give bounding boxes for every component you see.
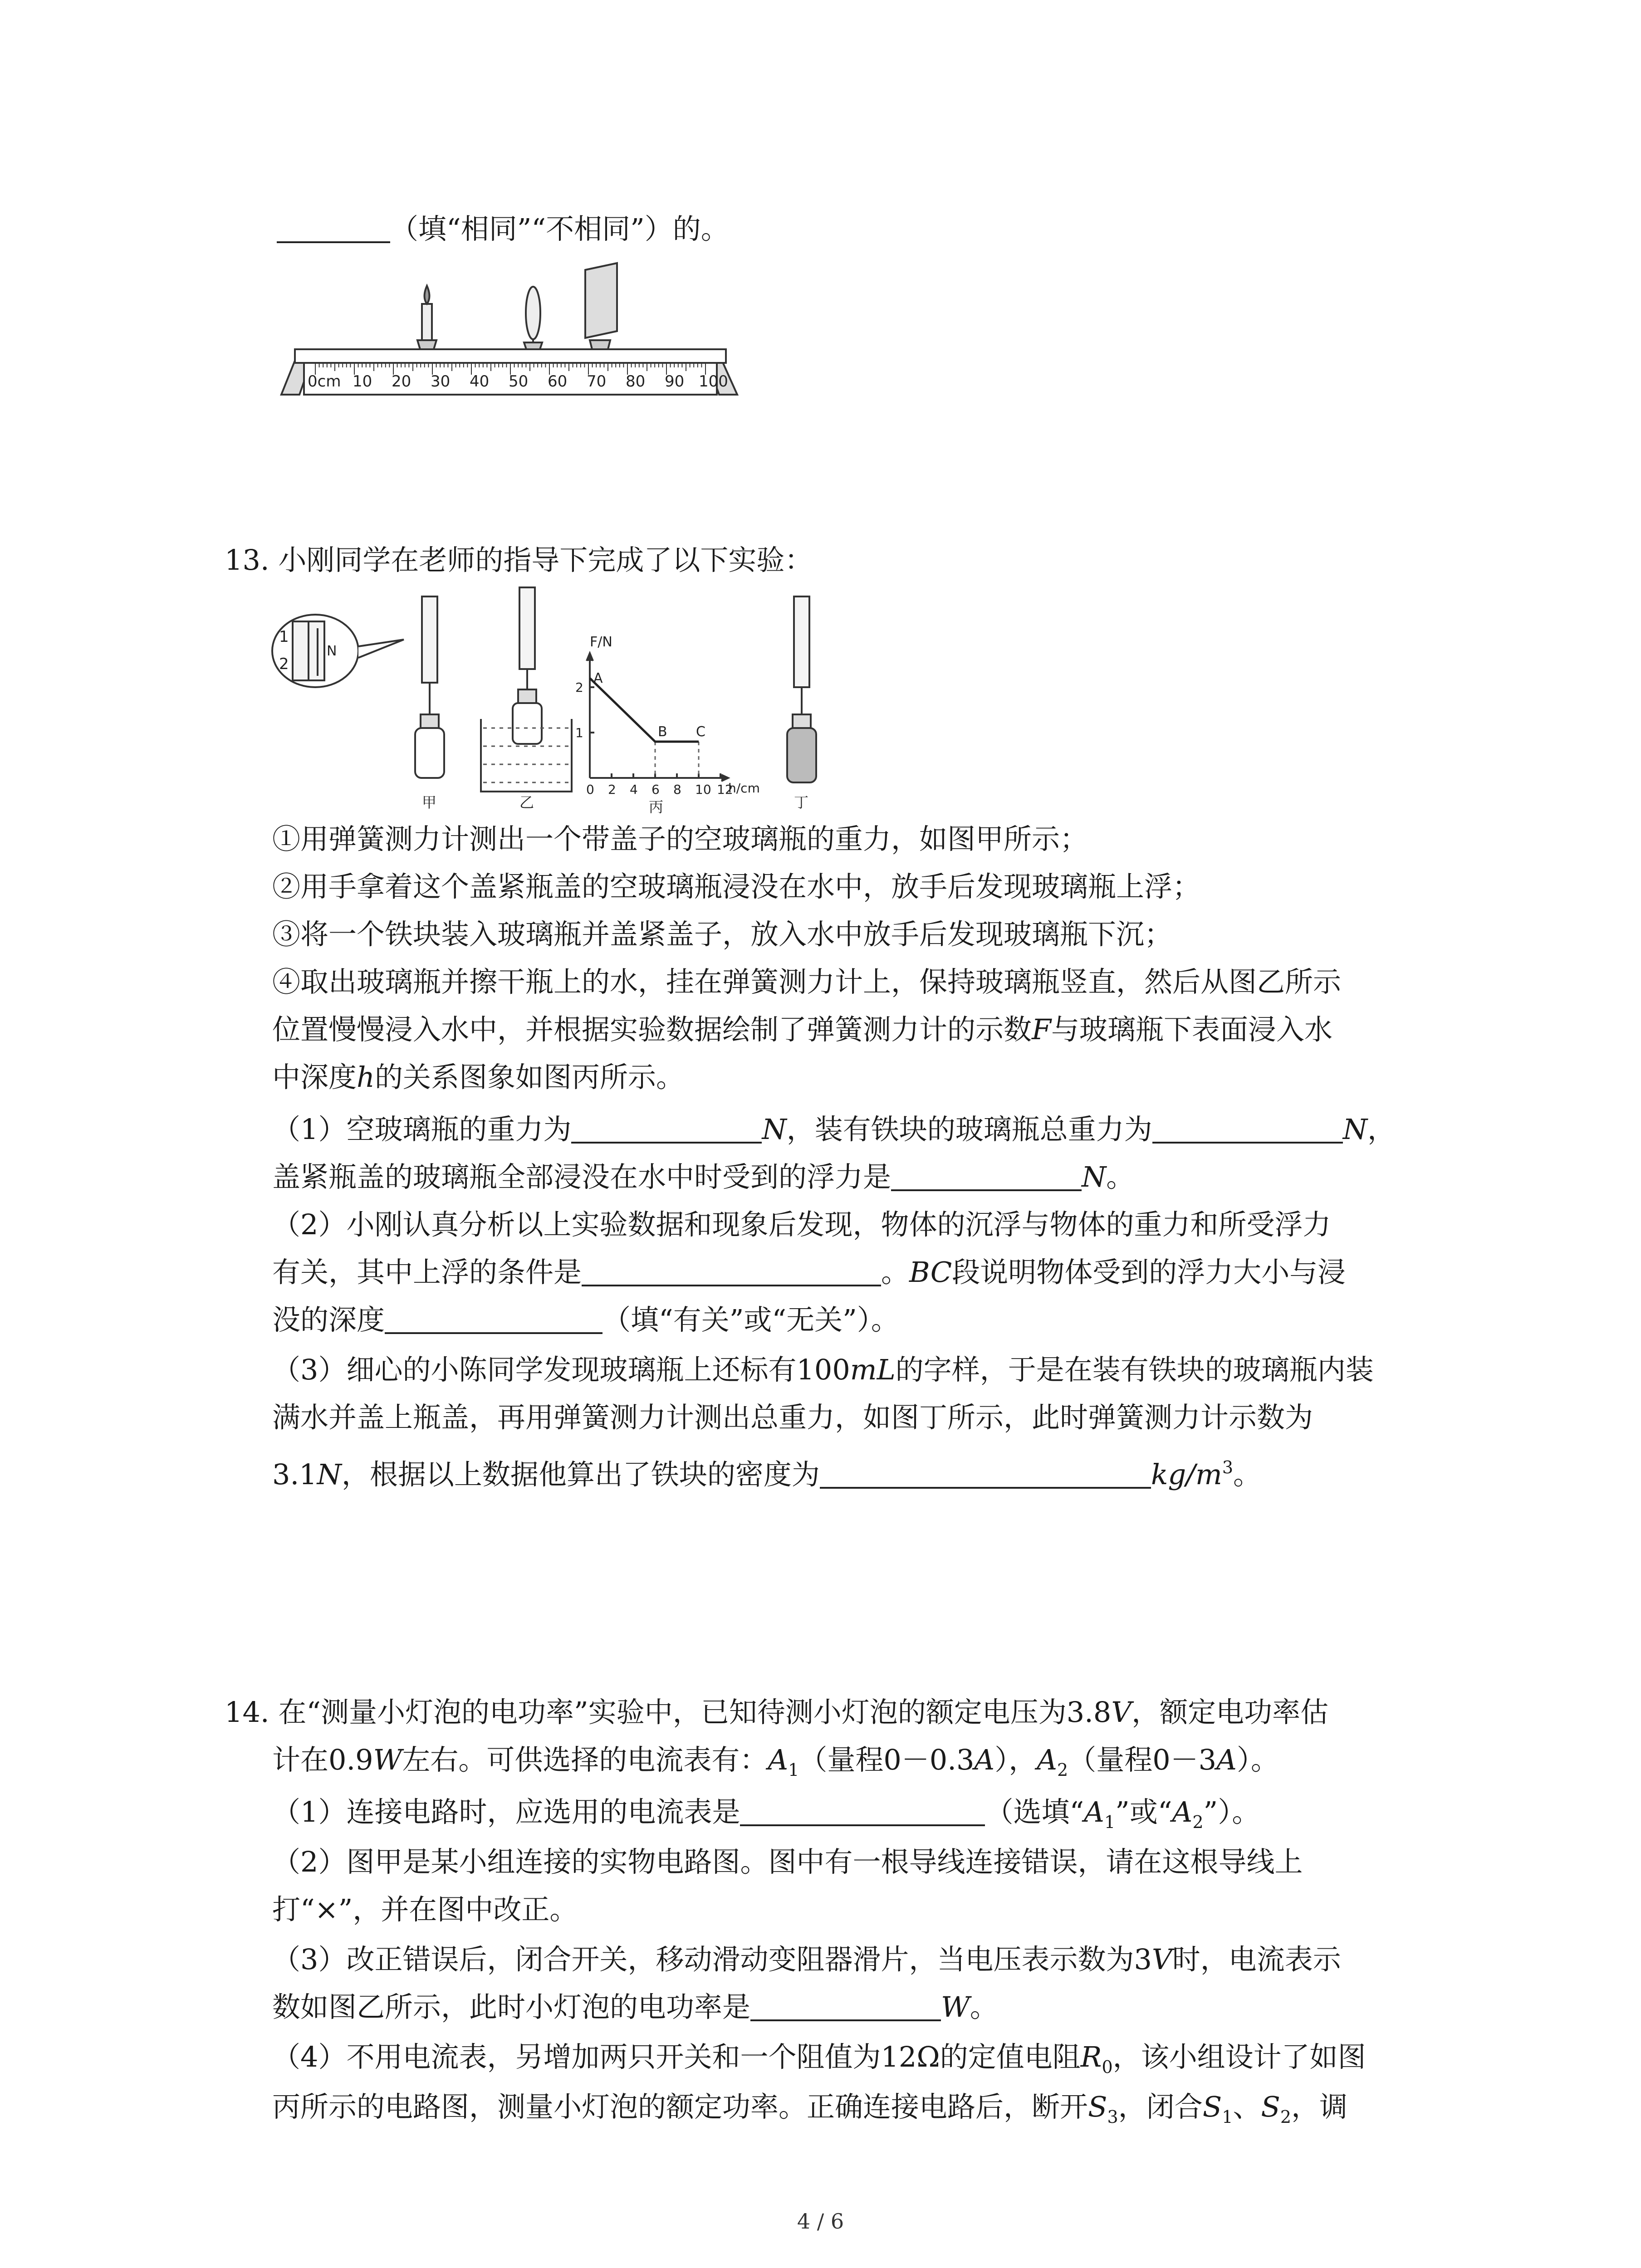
ruler-label-30: 30 — [431, 372, 451, 391]
answer-blank-ammeter[interactable] — [740, 1797, 985, 1826]
ruler-label-40: 40 — [470, 372, 490, 391]
q14-part4-line2: 丙所示的电路图，测量小灯泡的额定功率。正确连接电路后，断开$S_3$，闭合$S_1$、$S_2$，调 — [272, 2090, 1348, 2127]
q13-step-2: ②用手拿着这个盖紧瓶盖的空玻璃瓶浸没在水中，放手后发现玻璃瓶上浮； — [272, 870, 1201, 903]
q13-number: 13. — [225, 543, 269, 577]
ruler-label-90: 90 — [665, 372, 685, 391]
ruler-label-0cm: 0cm — [308, 372, 341, 391]
q14-line1: 14. 在“测量小灯泡的电功率”实验中，已知待测小灯泡的额定电压为3.8V，额定电功率估 — [225, 1696, 1329, 1729]
q14-line2: 计在0.9W左右。可供选择的电流表有：$A_1$（量程0－0.3A），$A_2$（量程0－3A）。 — [272, 1743, 1279, 1780]
chart-ytick-2: 2 — [575, 680, 583, 695]
chart-xlabel: h/cm — [728, 781, 760, 796]
answer-blank[interactable] — [277, 214, 390, 243]
gauge-label-n: N — [327, 643, 337, 659]
fig-label-bing: 丙 — [649, 798, 664, 816]
ruler-label-50: 50 — [509, 372, 529, 391]
ruler-label-80: 80 — [626, 372, 646, 391]
q12-tail-text: （填“相同”“不相同”）的。 — [390, 212, 729, 245]
q13-step-4-line2: 位置慢慢浸入水中，并根据实验数据绘制了弹簧测力计的示数F与玻璃瓶下表面浸入水 — [272, 1013, 1333, 1046]
q13-part2-line3: 没的深度 （填“有关”或“无关”）。 — [272, 1303, 899, 1336]
ruler-label-70: 70 — [587, 372, 607, 391]
gauge-label-2: 2 — [279, 655, 289, 673]
q13-part1-line2: 盖紧瓶盖的玻璃瓶全部浸没在水中时受到的浮力是 N。 — [272, 1160, 1135, 1193]
chart-point-a: A — [593, 670, 603, 686]
var-h: h — [357, 1061, 375, 1094]
q13-part3-line3: 3.1N，根据以上数据他算出了铁块的密度为 $kg/m^3$。 — [272, 1457, 1262, 1491]
q13-title — [225, 542, 813, 578]
fig-label-jia: 甲 — [422, 794, 437, 811]
q14-part4-line1: （4）不用电流表，另增加两只开关和一个阻值为12Ω的定值电阻$R_0$，该小组设计了如图 — [272, 2040, 1366, 2077]
chart-xtick-0: 0 — [586, 782, 594, 797]
q13-step-3: ③将一个铁块装入玻璃瓶并盖紧盖子，放入水中放手后发现玻璃瓶下沉； — [272, 918, 1173, 951]
page-number: 4 / 6 — [797, 2209, 844, 2234]
chart-xtick-2: 2 — [608, 782, 616, 797]
answer-blank-float-condition[interactable] — [582, 1257, 881, 1286]
q14-part2-line2: 打“×”，并在图中改正。 — [272, 1893, 578, 1926]
chart-xtick-4: 4 — [630, 782, 638, 797]
gauge-label-1: 1 — [279, 628, 289, 646]
chart-xtick-12: 12 — [717, 782, 733, 797]
spring-scale-figures — [272, 578, 862, 814]
answer-blank-power[interactable] — [750, 1992, 941, 2021]
q13-part2-line1: （2）小刚认真分析以上实验数据和现象后发现，物体的沉浮与物体的重力和所受浮力 — [272, 1208, 1331, 1241]
q13-part3-line1: （3）细心的小陈同学发现玻璃瓶上还标有100mL的字样，于是在装有铁块的玻璃瓶内装 — [272, 1353, 1374, 1386]
chart-xtick-8: 8 — [673, 782, 681, 797]
q13-part2-line2: 有关，其中上浮的条件是 。BC段说明物体受到的浮力大小与浸 — [272, 1256, 1346, 1289]
q13-intro: 小刚同学在老师的指导下完成了以下实验： — [278, 543, 813, 577]
q13-part1-line1: （1）空玻璃瓶的重力为 N，装有铁块的玻璃瓶总重力为 N， — [272, 1113, 1396, 1146]
ruler-label-100: 100 — [699, 372, 728, 391]
chart-ytick-1: 1 — [575, 725, 583, 740]
force-depth-line — [590, 678, 699, 742]
q14-part1: （1）连接电路时，应选用的电流表是 （选填“$A_1$”或“$A_2$”）。 — [272, 1795, 1260, 1832]
answer-blank-total-weight[interactable] — [1152, 1114, 1343, 1144]
optical-bench-figure — [272, 259, 749, 413]
chart-ylabel: F/N — [590, 634, 612, 650]
chart-xtick-6: 6 — [652, 782, 660, 797]
q14-part3-line2: 数如图乙所示，此时小灯泡的电功率是 W。 — [272, 1990, 998, 2024]
ruler-label-60: 60 — [548, 372, 568, 391]
answer-blank-depth-relation[interactable] — [385, 1305, 603, 1334]
q14-part2-line1: （2）图甲是某小组连接的实物电路图。图中有一根导线连接错误，请在这根导线上 — [272, 1845, 1303, 1878]
fig-label-ding: 丁 — [794, 794, 809, 811]
q13-step-1: ①用弹簧测力计测出一个带盖子的空玻璃瓶的重力，如图甲所示； — [272, 822, 1088, 855]
chart-xtick-10: 10 — [695, 782, 711, 797]
fig-label-yi: 乙 — [519, 794, 534, 811]
chart-point-c: C — [696, 724, 705, 740]
q13-part3-line2: 满水并盖上瓶盖，再用弹簧测力计测出总重力，如图丁所示，此时弹簧测力计示数为 — [272, 1401, 1313, 1434]
q13-step-4-line3: 中深度h的关系图象如图丙所示。 — [272, 1061, 684, 1094]
q14-part3-line1: （3）改正错误后，闭合开关，移动滑动变阻器滑片，当电压表示数为3V时，电流表示 — [272, 1943, 1341, 1976]
chart-point-b: B — [658, 724, 667, 740]
answer-blank-empty-weight[interactable] — [571, 1114, 762, 1144]
answer-blank-density[interactable] — [820, 1460, 1151, 1489]
q13-step-4: ④取出玻璃瓶并擦干瓶上的水，挂在弹簧测力计上，保持玻璃瓶竖直，然后从图乙所示 — [272, 965, 1342, 998]
answer-blank-buoyancy[interactable] — [891, 1162, 1082, 1191]
q12-tail-line — [277, 211, 729, 247]
ruler-label-20: 20 — [392, 372, 411, 391]
var-f: F — [1032, 1013, 1052, 1046]
ruler-label-10: 10 — [353, 372, 372, 391]
